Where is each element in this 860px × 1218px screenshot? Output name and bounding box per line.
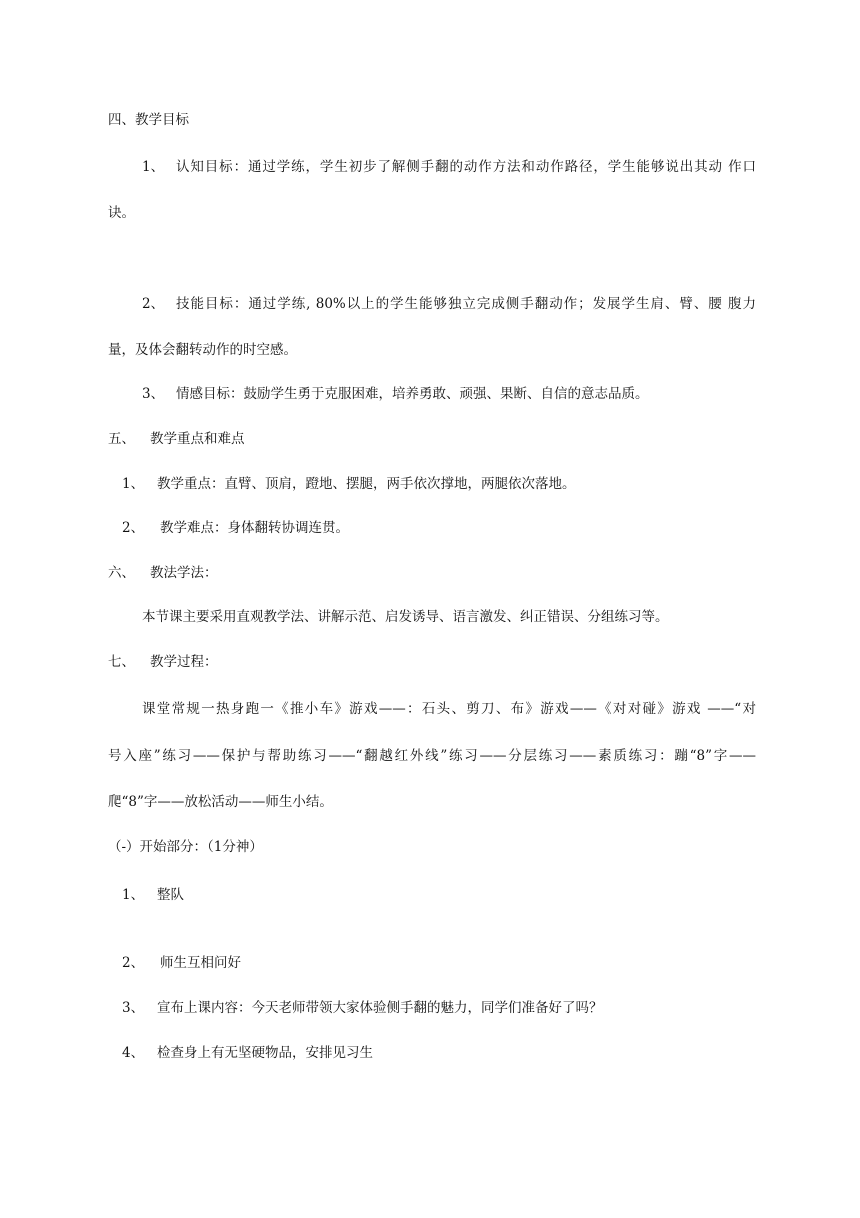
- key-point-2-number: 2、: [122, 520, 145, 536]
- process-line-2: 号入座”练习——保护与帮助练习——“翻越红外线”练习——分层练习——素质练习：蹦“8”字——: [108, 748, 756, 764]
- section-5-heading: 教学重点和难点: [150, 431, 245, 447]
- goal-2-number: 2、: [142, 296, 165, 312]
- section-5-number: 五、: [108, 431, 135, 447]
- goal-2-line-1: 技能目标：通过学练, 80%以上的学生能够独立完成侧手翻动作；发展学生肩、臂、腰 腹力: [176, 296, 756, 312]
- section-6-number: 六、: [108, 565, 135, 581]
- process-line-1: 课堂常规一热身跑一《推小车》游戏——：石头、剪刀、布》游戏——《对对碰》游戏 ——“对: [142, 701, 756, 717]
- item-1-text: 整队: [157, 887, 184, 903]
- section-7-heading: 教学过程：: [150, 654, 218, 670]
- goal-3-line-1: 情感目标：鼓励学生勇于克服困难，培养勇敢、顽强、果断、自信的意志品质。: [176, 386, 649, 402]
- key-point-2-text: 教学难点：身体翻转协调连贯。: [160, 520, 349, 536]
- section-7-number: 七、: [108, 654, 135, 670]
- section-6-heading: 教法学法：: [150, 565, 218, 581]
- section-4-heading: 四、教学目标: [108, 112, 189, 128]
- goal-1-line-2: 诀。: [108, 205, 135, 221]
- process-line-3: 爬“8”字——放松活动——师生小结。: [108, 794, 333, 810]
- key-point-1-number: 1、: [122, 476, 145, 492]
- item-4-number: 4、: [122, 1045, 145, 1061]
- item-3-number: 3、: [122, 1000, 145, 1016]
- key-point-1-text: 教学重点：直臂、顶肩，蹬地、摆腿，两手依次撑地，两腿依次落地。: [157, 476, 576, 492]
- item-3-text: 宣布上课内容：今天老师带领大家体验侧手翻的魅力，同学们准备好了吗？: [157, 1000, 603, 1016]
- item-4-text: 检查身上有无坚硬物品，安排见习生: [157, 1045, 373, 1061]
- goal-1-line-1: 认知目标：通过学练，学生初步了解侧手翻的动作方法和动作路径，学生能够说出其动 作口: [176, 159, 756, 175]
- item-2-number: 2、: [122, 955, 145, 971]
- part-1-heading: （-）开始部分：（1分神）: [108, 839, 263, 855]
- section-6-text: 本节课主要采用直观教学法、讲解示范、启发诱导、语言激发、纠正错误、分组练习等。: [142, 609, 669, 625]
- goal-1-number: 1、: [142, 159, 165, 175]
- goal-3-number: 3、: [142, 386, 165, 402]
- goal-2-line-2: 量，及体会翻转动作的时空感。: [108, 342, 297, 358]
- item-2-text: 师生互相问好: [160, 955, 241, 971]
- item-1-number: 1、: [122, 887, 145, 903]
